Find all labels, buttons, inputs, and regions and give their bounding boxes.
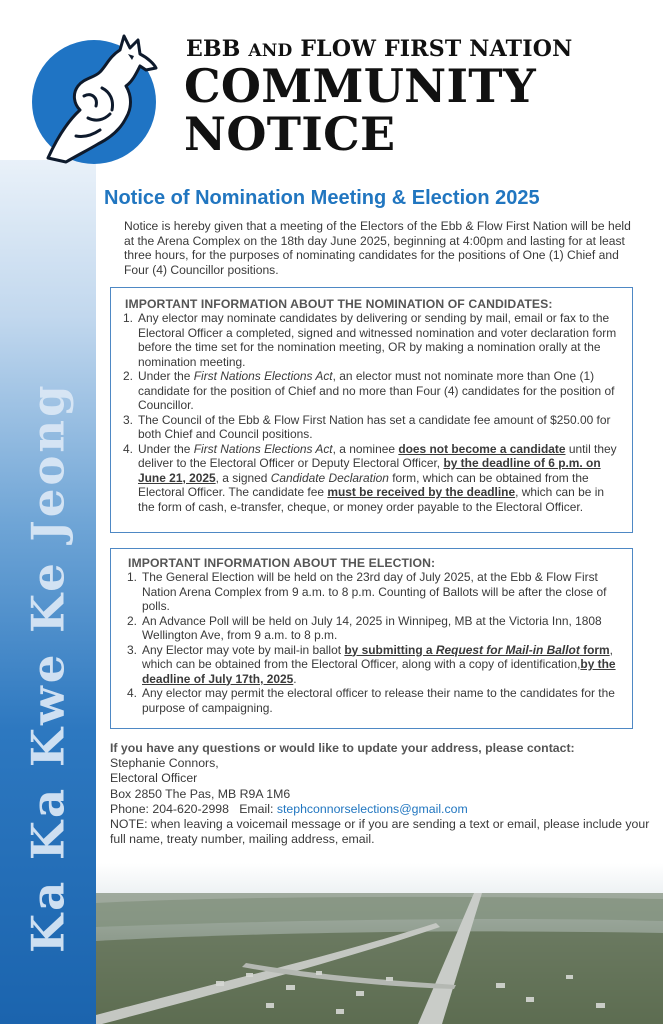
list-text: Under the (138, 369, 194, 383)
list-text: , a nominee (332, 441, 399, 456)
list-text: form, which can be obtained from the Electoral Officer. The candidate fee (138, 470, 589, 499)
form-name: Candidate Declaration (270, 470, 389, 485)
page-title: Notice of Nomination Meeting & Election 2025 (104, 187, 540, 209)
header-community: COMMUNITY (184, 59, 536, 113)
list-number: 2. (123, 369, 133, 383)
election-heading: IMPORTANT INFORMATION ABOUT THE ELECTION: (128, 556, 436, 570)
list-number: 3. (127, 642, 137, 657)
list-item (127, 643, 625, 687)
list-item (127, 614, 625, 643)
act-name: First Nations Elections Act (193, 441, 333, 456)
email-label: Email: (239, 801, 277, 816)
list-item (123, 311, 623, 369)
list-text: , which can be obtained from the Electoral Officer, along with a copy of identification, (142, 642, 613, 671)
contact-address: Box 2850 The Pas, MB R9A 1M6 (110, 786, 291, 801)
header-notice: NOTICE (184, 107, 396, 161)
aerial-photo (96, 863, 663, 1024)
list-number: 1. (127, 570, 137, 584)
election-list (127, 570, 625, 715)
list-number: 3. (123, 412, 133, 427)
org-name-part1: EBB (186, 36, 241, 62)
list-item (123, 442, 623, 515)
nomination-heading: IMPORTANT INFORMATION ABOUT THE NOMINATION OF CANDIDATES: (125, 297, 553, 311)
list-text: Any elector may permit the electoral officer to release their name to the candidates for the purpose of campaigning. (142, 686, 615, 715)
list-number: 1. (123, 311, 133, 325)
emphasis-text: does not become a candidate (398, 441, 566, 456)
list-text: , which can be in the form of cash, e-transfer, cheque, or money order payable to the Electoral Officer. (138, 485, 605, 514)
list-text: . (293, 671, 297, 686)
emphasis-text: form (579, 642, 610, 657)
list-text: , a signed (215, 470, 271, 485)
contact-note: NOTE: when leaving a voicemail message or if you are sending a text or email, please include your full name, treaty number, mailing address, email. (110, 817, 650, 847)
list-text: Any elector may nominate candidates by delivering or sending by mail, email or fax to the Electoral Officer a completed, signed and witnessed nomination and voter declaration form before the time set for the nomination meeting, OR by making a nomination orally at the nomination meeting. (138, 311, 617, 369)
contact-section (110, 741, 650, 847)
list-number: 2. (127, 613, 137, 628)
list-number: 4. (127, 686, 137, 700)
act-name: First Nations Elections Act (193, 369, 333, 383)
org-name-and: AND (248, 41, 293, 61)
contact-phone-email-row (110, 802, 650, 817)
list-item (127, 570, 625, 614)
list-text: until they deliver to the Electoral Officer or Deputy Electoral Officer, (138, 441, 617, 470)
wolf-logo-icon (28, 26, 168, 168)
list-text: Under the (138, 441, 194, 456)
election-info-box (110, 548, 633, 729)
list-text: Any Elector may vote by mail-in ballot (142, 642, 345, 657)
list-text: An Advance Poll will be held on July 14, 2025 in Winnipeg, MB at the Victoria Inn, 1808 Wellington Ave, from 9 a.m. to 8 p.m. (142, 613, 602, 642)
nomination-info-box (110, 287, 633, 533)
contact-lead: If you have any questions or would like to update your address, please contact: (110, 741, 575, 755)
list-item (127, 686, 625, 715)
list-item (123, 369, 623, 413)
deadline-text: by the deadline of July 17th, 2025 (142, 657, 616, 686)
form-name: Request for Mail-in Ballot (435, 642, 580, 657)
list-number: 4. (123, 441, 133, 456)
list-text: The Council of the Ebb & Flow First Nation has set a candidate fee amount of $250.00 for both Chief and Council positions. (138, 412, 611, 441)
nomination-list (123, 311, 623, 514)
contact-role: Electoral Officer (110, 771, 198, 786)
list-text: The General Election will be held on the 23rd day of July 2025, at the Ebb & Flow First Nation Arena Complex from 9 a.m. to 8 p.m. Counting of Ballots will be after the close of polls. (142, 570, 607, 613)
emphasis-text: by submitting a (344, 642, 436, 657)
emphasis-text: must be received by the deadline (327, 485, 516, 499)
deadline-text: by the deadline of 6 p.m. on June 21, 2025 (138, 456, 601, 485)
org-name-part2: FLOW FIRST NATION (300, 36, 573, 62)
list-text: , an elector must not nominate more than One (1) candidate for the position of Chief and no more than Four (4) candidates for the position of Councillor. (138, 369, 615, 412)
side-text: Ka Ka Kwe Ke Jeong (21, 382, 75, 953)
contact-name: Stephanie Connors, (110, 756, 219, 771)
contact-phone: Phone: 204-620-2998 (110, 801, 229, 816)
intro-paragraph: Notice is hereby given that a meeting of the Electors of the Ebb & Flow First Nation will be held at the Arena Complex on the 18th day June 2025, beginning at 4:00pm and lasting for at least three hours, for the purposes of nominating candidates for the positions of One (1) Chief and Four (4) Councillor positions. (124, 219, 631, 278)
email-link[interactable]: stephconnorselections@gmail.com (276, 801, 468, 816)
list-item (123, 413, 623, 442)
